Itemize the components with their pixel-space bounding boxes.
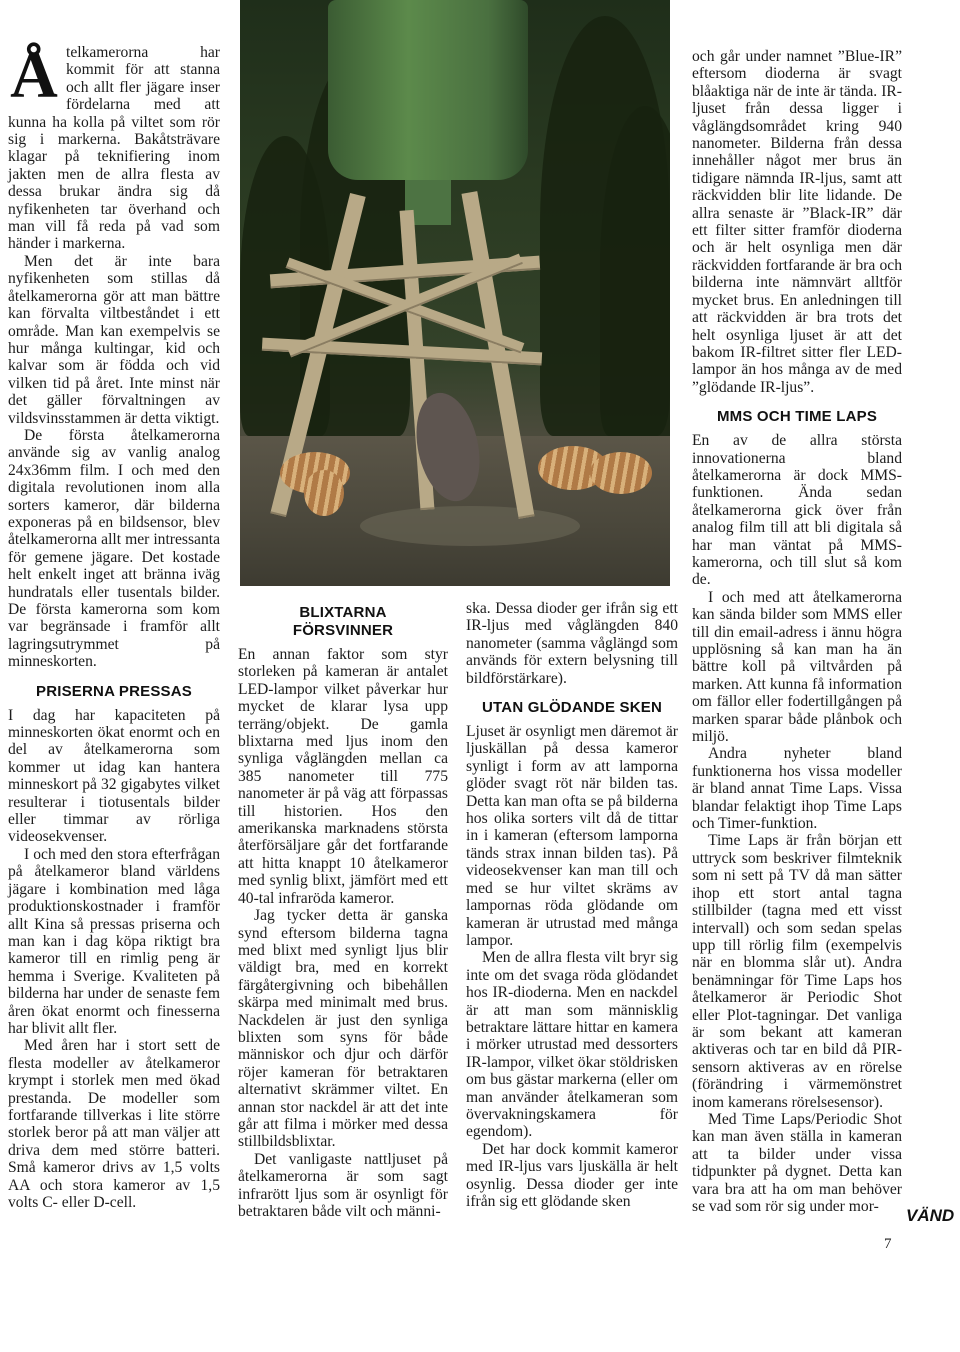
piglet — [590, 452, 652, 494]
paragraph: Jag tycker detta är ganska synd eftersom bilderna tagna med blixt med synligt ljus blir väldigt bra, med en korrekt färgåtergivning och bibehållen skärpa med minimalt med brus. Nackdelen är just den synliga blixten som syns för både människor och djur och därför röjer kameran för betraktaren alternativt skrämmer viltet. En annan stor nackdel är att det inte går att filma i mörker med dessa stillbildsblixtar. — [238, 907, 448, 1151]
paragraph: Ljuset är osynligt men däremot är ljuskällan på dessa kameror synligt i form av att lamporna glöder svagt röt när bilden tas. Detta kan man ofta se på bilderna hos olika sorters vilt då de tittar in i kameran (eftersom lamporna tänds strax innan bilden tas). På videosekvenser kan man till och med se hur viltet skräms av lampornas röda glödande om kameran är utrustad med många lampor. — [466, 723, 678, 949]
article-column-1 — [8, 39, 220, 1211]
paragraph: Med åren har i stort sett de flesta modeller av åtelkameror krympt i storlek men med ökad prestanda. De modeller som fortfarande tillverkas i lite större storlek beror på att man väljer att driva dem med större batteri. Små kameror drivs av 1,5 volts AA och stora kameror av 1,5 volts C- eller D-cell. — [8, 1037, 220, 1211]
paragraph: I och med att åtelkamerorna kan sända bilder som MMS eller till din email-adress i ännu högra upplösning så kan man ha än bättre koll på viltvården på marken. Att kunna få information om fällor eller fodertillgången på marken sparar både plånbok och miljö. — [692, 588, 902, 746]
paragraph: Time Laps är från början ett uttryck som beskriver filmteknik som ni sett på TV då man sätter ihop ett stort antal tagna stillbilder (tagna med ett visst intervall) och som sedan spelas upp till rörlig film (exempelvis när en blomma slår ut). Andra benämningar för Time Laps hos åtelkameror är Periodic Shot eller Plot-tagningar. Det vanliga är som bekant att kameran aktiveras och tar en bild då PIR-sensorn aktiveras av en rörelse (förändring i värmemönstret inom kamerans rörelsesensor). — [692, 832, 902, 1111]
paragraph: I och med den stora efterfrågan på åtelkameror bland världens jägare i kombination med låga produktionskostnader i framför allt Kina så pressas priserna och man kan i dag köpa riktigt bra kameror till en rimlig peng är hemma i Sverige. Kvaliteten på bilderna har under de senaste fem åren ökat enormt och finesserna har blivit allt fler. — [8, 845, 220, 1037]
section-heading-priserna: PRISERNA PRESSAS — [35, 682, 192, 700]
page-number: 7 — [884, 1236, 892, 1252]
paragraph: En av de allra största innovationerna bland åtelkamerorna är dock MMS-funktionen. Ända sedan åtelkamerorna gick över från analog film till att bli digitala så har man väntat på MMS-kamerorna, och till slut så kom de. — [692, 432, 902, 589]
paragraph: ska. Dessa dioder ger ifrån sig ett IR-ljus med våglängden 840 nanometer (samma våglängd som används för extern belysning till bildförstärkare). — [466, 600, 678, 687]
paragraph: Det har dock kommit kameror med IR-ljus vars ljuskälla är helt osynlig. Dessa dioder ger inte ifrån sig ett glödande sken — [466, 1140, 678, 1210]
article-column-3 — [466, 600, 678, 1210]
drop-cap: Å — [10, 39, 58, 112]
feeder-tank — [328, 0, 528, 180]
piglet — [304, 470, 344, 516]
paragraph: Men det är inte bara nyfikenheten som stillas då åtelkamerorna gör att man bättre kan förvalta viltbeståndet i ett område. Man kan exempelvis se hur många kultingar, kid och kalvar som är födda och vid vilken tid på året. Inte minst när det gäller förvaltningen av vildsvinsstammen är detta viktigt. — [8, 252, 220, 427]
continue-marker: VÄND — [906, 1206, 955, 1225]
paragraph: Med Time Laps/Periodic Shot kan man även ställa in kameran att ta bilder under vissa tidpunkter på dygnet. Detta kan vara bra att ha om man behöver se vad som rör sig under mor- — [692, 1110, 902, 1215]
section-heading-blixtarna: BLIXTARNA FÖRSVINNER — [292, 604, 394, 639]
paragraph: I dag har kapaciteten på minneskorten ökat enormt och en del av åtelkamerorna som kommer ut idag kan hantera minneskort på 32 gigabytes vilket resulterar i tiotusentals bilder eller timmar av rörliga videosekvenser. — [8, 706, 220, 846]
feeder-photo — [240, 0, 670, 586]
paragraph: De första åtelkamerorna använde sig av vanlig analog 24x36mm film. I och med den digitala revolutionen inom alla sorters kameror, där bilderna exponeras på en bildsensor, blev åtelkamerorna allt mer intressanta för gemene jägare. Det kostade helt enkelt inget att bränna iväg hundratals eller tusentals bilder. De första kamerorna som kom var begränsade i framför allt lagringsutrymmet på minneskorten. — [8, 426, 220, 671]
article-column-4 — [692, 48, 902, 1215]
section-heading-utan-glodande: UTAN GLÖDANDE SKEN — [482, 699, 662, 717]
paragraph: Andra nyheter bland funktionerna hos vissa modeller är bland annat Time Laps. Vissa blandar felaktigt ihop Time Laps och Timer-funktion. — [692, 745, 902, 833]
paragraph: Men de allra flesta vilt bryr sig inte om det svaga röda glödandet hos IR-dioderna. Men en nackdel är att man som människlig betraktare lättare hittar en kamera i mörker utrustad med dessorters IR-lampor, vilket ökar stöldrisken om bus gästar markerna (eller om man använder åtelkameran som övervakningskamera för egendom). — [466, 949, 678, 1141]
article-column-2 — [238, 604, 448, 1220]
intro-paragraph: Åtelkamerorna har kommit för att stanna och allt fler jägare inser fördelarna med att kunna ha kolla på viltet som rör sig i markerna. Bakåtsträvare klagar på teknifiering inom jakten men de allra flesta av dessa brukar ändra sig då nyfikenheten tar överhand och man vill få reda på vad som händer i markerna. — [8, 39, 220, 253]
paragraph: Det vanligaste nattljuset på åtelkamerorna är som sagt infrarött ljus som är osynligt för betraktaren både vilt och männi- — [238, 1150, 448, 1220]
paragraph: En annan faktor som styr storleken på kameran är antalet LED-lampor vilket påverkar hur mycket de klarar lysa upp terräng/objekt. De gamla blixtarna med ljus inom den synliga våglängden mellan ca 385 nanometer till 775 nanometer är på väg att förpassas till historien. Hos den amerikanska marknadens största återförsäljare går det fortfarande att hitta knappt 10 åtelkameror med synlig blixt, jämfört med ett 40-tal infraröda kameror. — [238, 646, 448, 907]
paragraph: och går under namnet ”Blue-IR” eftersom dioderna är svagt blåaktiga när de inte är tända. IR-ljuset från dessa ligger i våglängdsområdet kring 940 nanometer. Bilderna från dessa innehåller något mer brus än tidigare nämnda IR-ljus, samt att räckvidden blir lite lidande. De allra senaste är ”Black-IR” där ett filter sitter framför dioderna och är helt osynliga men där räckvidden fortfarande är bra och bilderna inte nämnvärt alltför mycket brus. En anledningen till att räckvidden är bra trots det helt osynliga ljuset är att det bakom IR-filtret sitter fler LED-lampor än hos många av de med ”glödande IR-ljus”. — [692, 48, 902, 396]
section-heading-mms: MMS OCH TIME LAPS — [716, 408, 878, 426]
